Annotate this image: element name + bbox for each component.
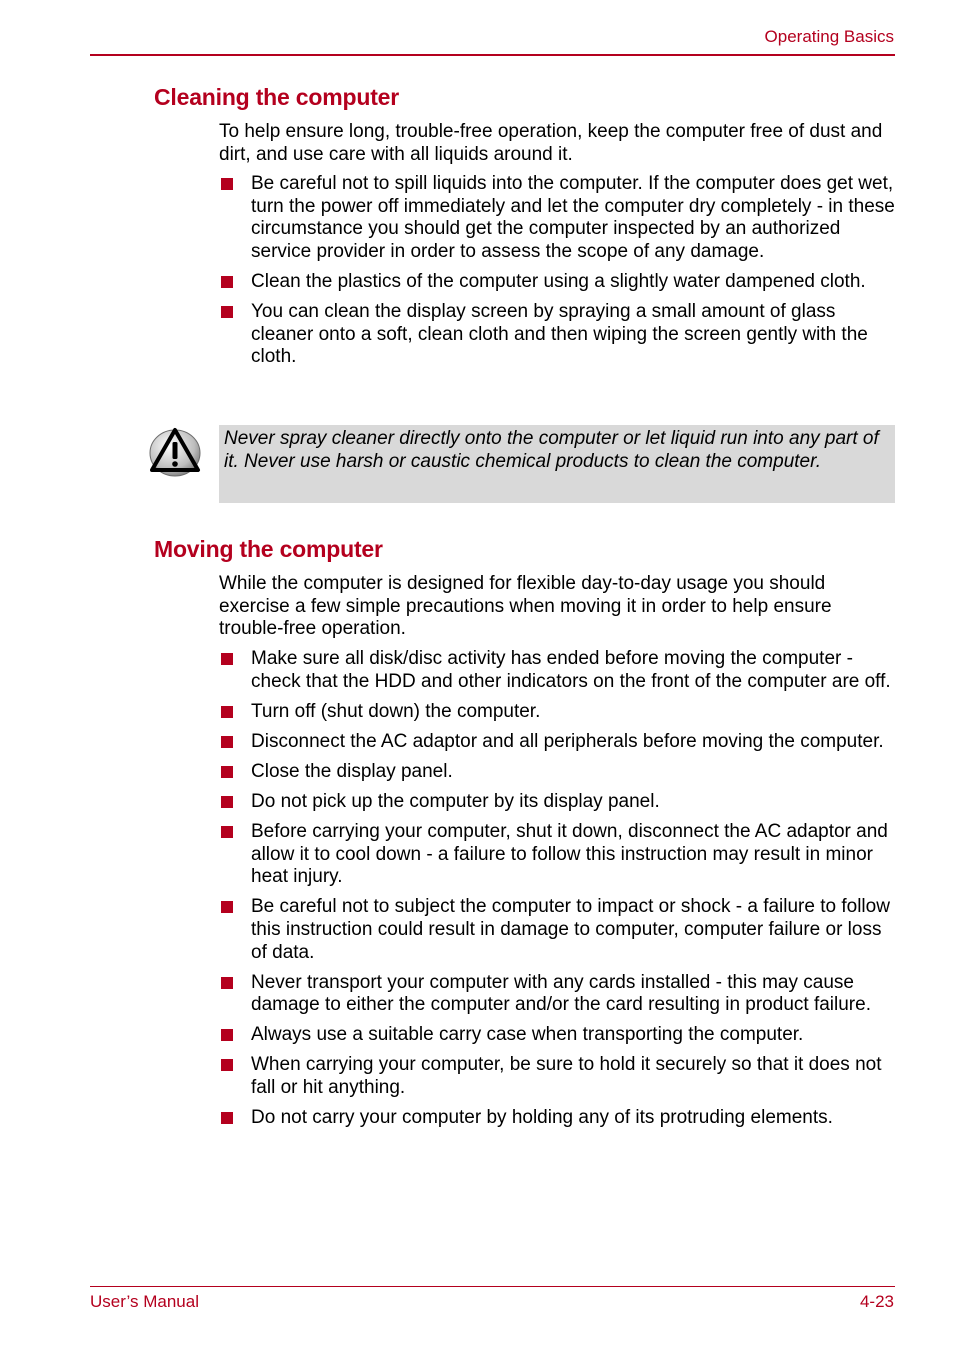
cleaning-bullet-list: [219, 173, 895, 376]
bullet-square-icon: [221, 977, 233, 989]
bullet-square-icon: [221, 736, 233, 748]
bullet-square-icon: [221, 766, 233, 778]
list-item-text: Clean the plastics of the computer using a slightly water dampened cloth.: [251, 270, 866, 292]
cleaning-intro: To help ensure long, trouble-free operation, keep the computer free of dust and dirt, and use care with all liquids around it.: [219, 121, 883, 165]
moving-heading: Moving the computer: [154, 536, 383, 562]
list-item-text: Disconnect the AC adaptor and all peripherals before moving the computer.: [251, 730, 884, 752]
list-item: [219, 791, 895, 814]
bullet-square-icon: [221, 306, 233, 318]
list-item: [219, 896, 895, 964]
caution-text: Never spray cleaner directly onto the computer or let liquid run into any part of it. Never use harsh or caustic chemical products to clean the computer.: [224, 428, 879, 472]
bullet-square-icon: [221, 706, 233, 718]
footer-manual-title: User’s Manual: [90, 1292, 199, 1311]
bullet-square-icon: [221, 901, 233, 913]
bullet-square-icon: [221, 1059, 233, 1071]
list-item-text: Do not carry your computer by holding any of its protruding elements.: [251, 1107, 833, 1129]
bullet-square-icon: [221, 826, 233, 838]
running-header: Operating Basics: [764, 27, 894, 46]
list-item: [219, 821, 895, 889]
bullet-square-icon: [221, 796, 233, 808]
list-item-text: Be careful not to spill liquids into the computer. If the computer does get wet, turn the power off immediately and let the computer dry completely - in these circumstance you should get the computer inspected by an authorized service provider in order to assess the scope of any damage.: [251, 173, 895, 262]
bullet-square-icon: [221, 1112, 233, 1124]
list-item: [219, 1107, 895, 1130]
list-item-text: When carrying your computer, be sure to hold it securely so that it does not fall or hit anything.: [251, 1054, 882, 1098]
bullet-square-icon: [221, 653, 233, 665]
list-item-text: Always use a suitable carry case when transporting the computer.: [251, 1024, 804, 1046]
list-item: [219, 1024, 895, 1047]
caution-triangle-icon: [148, 424, 202, 478]
list-item-text: Before carrying your computer, shut it down, disconnect the AC adaptor and allow it to cool down - a failure to follow this instruction may result in minor heat injury.: [251, 821, 888, 888]
moving-bullet-list: [219, 648, 895, 1137]
list-item-text: You can clean the display screen by spraying a small amount of glass cleaner onto a soft, clean cloth and then wiping the screen gently with the cloth.: [251, 300, 868, 368]
list-item: [219, 648, 895, 693]
list-item-text: Make sure all disk/disc activity has ended before moving the computer - check that the HDD and other indicators on the front of the computer are off.: [251, 648, 891, 692]
page-number: 4-23: [859, 1292, 894, 1311]
list-item-text: Turn off (shut down) the computer.: [251, 700, 541, 722]
header-rule: [90, 54, 895, 56]
list-item: [219, 761, 895, 784]
list-item-text: Be careful not to subject the computer to impact or shock - a failure to follow this instruction could result in damage to computer, computer failure or loss of data.: [251, 896, 890, 963]
list-item: [219, 301, 895, 369]
list-item: [219, 701, 895, 724]
bullet-square-icon: [221, 178, 233, 190]
bullet-square-icon: [221, 1029, 233, 1041]
caution-note: [219, 425, 895, 503]
list-item-text: Do not pick up the computer by its display panel.: [251, 790, 660, 812]
list-item: [219, 972, 895, 1017]
list-item: [219, 1054, 895, 1099]
list-item-text: Never transport your computer with any cards installed - this may cause damage to either the computer and/or the card resulting in product failure.: [251, 971, 871, 1016]
list-item: [219, 271, 895, 294]
moving-intro: While the computer is designed for flexible day-to-day usage you should exercise a few simple precautions when moving it in order to help ensure trouble-free operation.: [219, 573, 832, 640]
cleaning-heading: Cleaning the computer: [154, 84, 399, 110]
list-item-text: Close the display panel.: [251, 760, 453, 782]
footer-rule: [90, 1286, 895, 1287]
bullet-square-icon: [221, 276, 233, 288]
list-item: [219, 173, 895, 263]
list-item: [219, 731, 895, 754]
